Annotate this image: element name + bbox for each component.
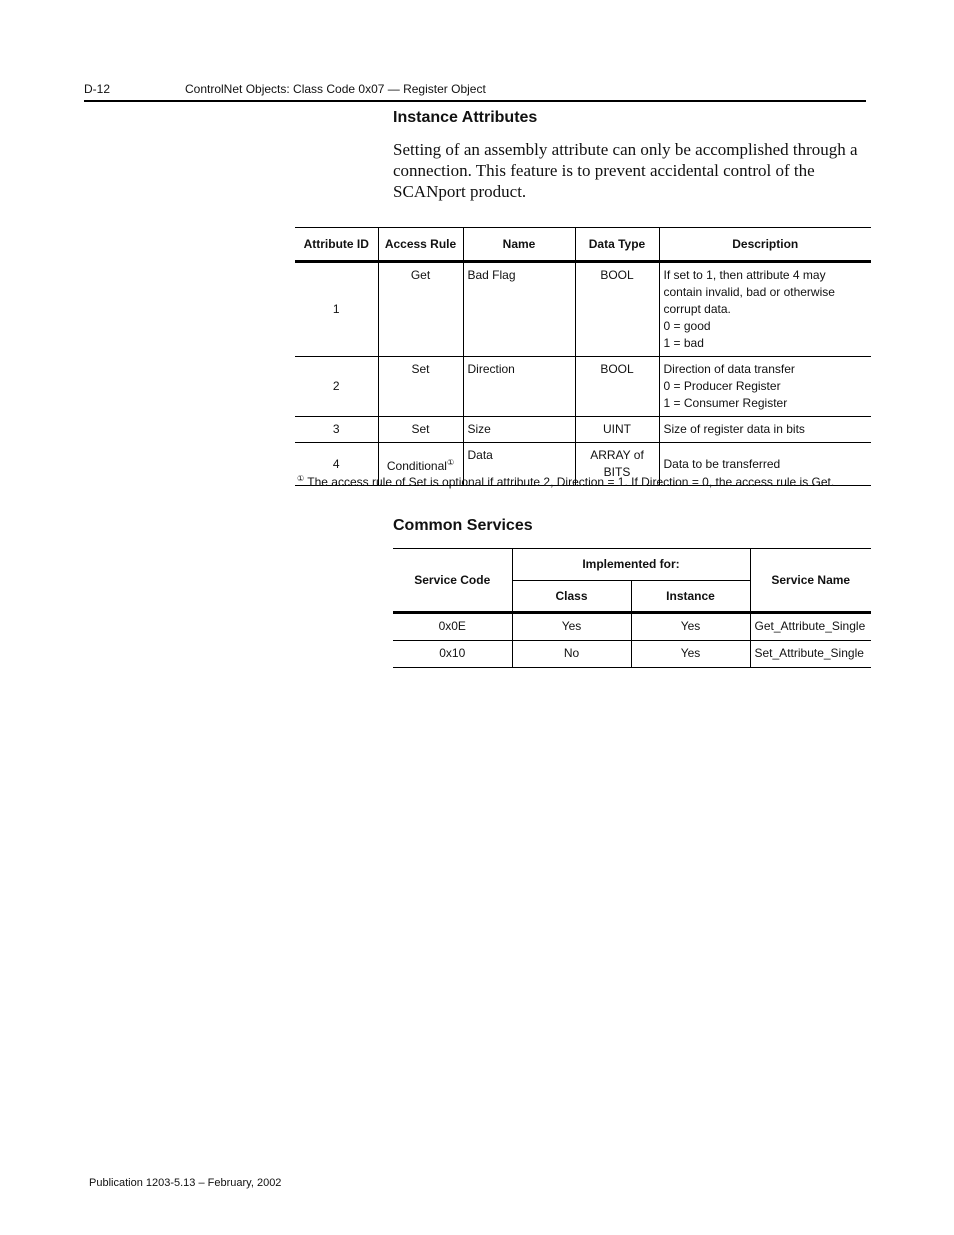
table-row — [295, 357, 871, 417]
attribute-name: Size — [463, 417, 575, 443]
attribute-name: Data — [463, 443, 575, 486]
attribute-id: 2 — [295, 357, 378, 417]
data-type: UINT — [575, 417, 659, 443]
table-row — [295, 262, 871, 357]
data-type: BOOL — [575, 262, 659, 357]
col-header-name: Name — [463, 228, 575, 262]
footnote-mark: ① — [446, 457, 455, 467]
table-row — [295, 417, 871, 443]
description — [659, 262, 871, 357]
table-row — [393, 641, 871, 668]
common-services-table — [393, 548, 871, 668]
table-header-row — [393, 549, 871, 581]
col-header-data-type: Data Type — [575, 228, 659, 262]
col-header-access-rule: Access Rule — [378, 228, 463, 262]
description-line: If set to 1, then attribute 4 may contain invalid, bad or otherwise corrupt data. — [663, 268, 835, 316]
col-header-service-code: Service Code — [393, 549, 512, 613]
attribute-id: 4 — [295, 443, 378, 486]
class-support: Yes — [512, 613, 631, 641]
publication-footer: Publication 1203-5.13 – February, 2002 — [89, 1177, 282, 1189]
access-rule: Set — [378, 417, 463, 443]
instance-attributes-heading: Instance Attributes — [393, 109, 538, 126]
description — [659, 417, 871, 443]
description-line: Size of register data in bits — [663, 422, 805, 436]
col-header-instance: Instance — [631, 581, 750, 613]
running-title: ControlNet Objects: Class Code 0x07 — Register Object — [185, 82, 486, 96]
footnote-text: The access rule of Set is optional if attribute 2, Direction = 1. If Direction = 0, the access rule is Get. — [307, 475, 835, 489]
service-name: Get_Attribute_Single — [750, 613, 871, 641]
description-line: Data to be transferred — [663, 456, 781, 471]
service-code: 0x10 — [393, 641, 512, 668]
footnote-mark: ① — [297, 474, 305, 483]
attribute-id: 1 — [295, 262, 378, 357]
description-line: 1 = bad — [663, 336, 704, 350]
description-line: 1 = Consumer Register — [663, 396, 788, 410]
col-header-attribute-id: Attribute ID — [295, 228, 378, 262]
attribute-name: Bad Flag — [463, 262, 575, 357]
description-line: Direction of data transfer — [663, 362, 795, 376]
data-type: ARRAY of BITS — [575, 443, 659, 486]
instance-attributes-table — [295, 227, 871, 486]
description-line: 0 = Producer Register — [663, 379, 781, 393]
service-name: Set_Attribute_Single — [750, 641, 871, 668]
description-line: 0 = good — [663, 319, 711, 333]
page-header — [84, 80, 866, 102]
common-services-heading: Common Services — [393, 517, 533, 534]
description — [659, 357, 871, 417]
instance-support: Yes — [631, 641, 750, 668]
class-support: No — [512, 641, 631, 668]
table-row — [393, 613, 871, 641]
access-rule-text: Conditional — [386, 458, 447, 473]
attribute-name: Direction — [463, 357, 575, 417]
intro-paragraph: Setting of an assembly attribute can only be accomplished through a connection. This feature is to prevent accidental control of the SCANport product. — [393, 140, 858, 201]
col-header-class: Class — [512, 581, 631, 613]
attribute-id: 3 — [295, 417, 378, 443]
data-type: BOOL — [575, 357, 659, 417]
access-rule: Set — [378, 357, 463, 417]
col-header-description: Description — [659, 228, 871, 262]
page-number: D-12 — [84, 82, 111, 96]
col-header-service-name: Service Name — [750, 549, 871, 613]
table-footnote — [297, 474, 834, 489]
instance-support: Yes — [631, 613, 750, 641]
access-rule: Get — [378, 262, 463, 357]
table-header-row — [295, 228, 871, 262]
col-header-implemented-for: Implemented for: — [512, 549, 750, 581]
service-code: 0x0E — [393, 613, 512, 641]
